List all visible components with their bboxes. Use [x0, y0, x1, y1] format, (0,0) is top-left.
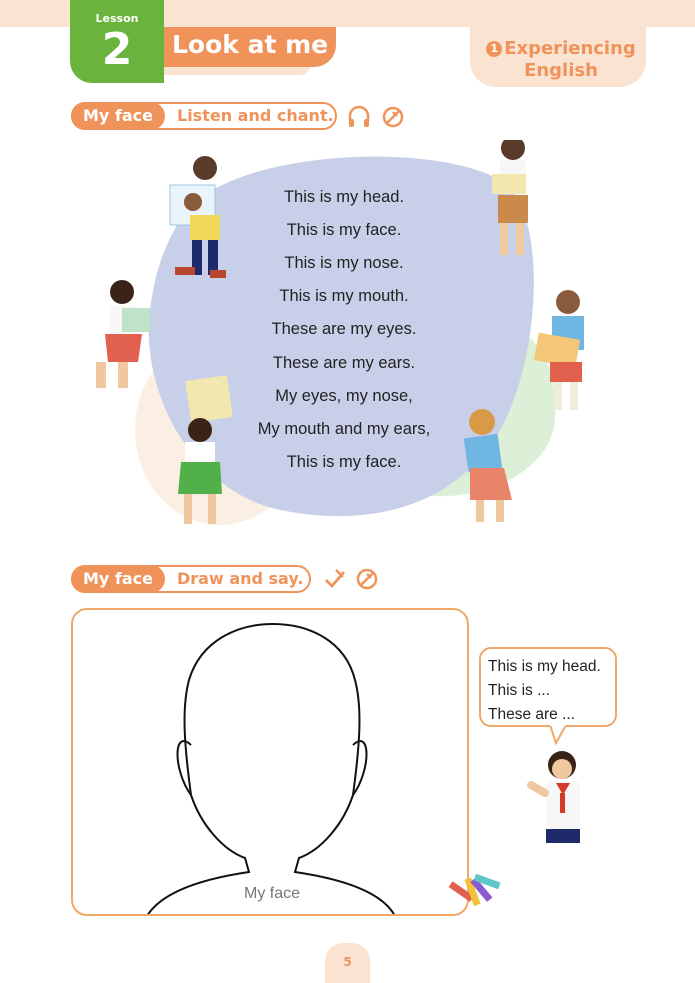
page-title: Look at me — [172, 30, 329, 59]
title-underline — [160, 66, 310, 75]
chant-line: My mouth and my ears, — [257, 420, 431, 438]
speech-icon — [380, 104, 406, 130]
chant-line: This is my mouth. — [279, 287, 409, 305]
section-title: 1 Experiencing English — [478, 38, 644, 82]
kid-girl-with-photo-icon — [96, 280, 150, 388]
chant-line: These are my ears. — [272, 354, 416, 372]
bubble-line: These are ... — [488, 706, 576, 723]
bubble-line: This is my head. — [488, 658, 601, 675]
chant-line: This is my nose. — [284, 254, 404, 272]
lesson-label: Lesson — [95, 12, 139, 25]
boy-speaking-icon — [520, 745, 590, 845]
lesson-number: 2 — [101, 24, 133, 75]
bubble-line: This is ... — [488, 682, 551, 699]
activity-header-listen — [71, 102, 337, 130]
chant-line: This is my face. — [286, 221, 402, 239]
activity-instruction: Listen and chant. — [177, 106, 334, 125]
chant-line: These are my eyes. — [271, 320, 417, 338]
pencil-check-icon — [322, 566, 348, 592]
page-number: 5 — [343, 955, 352, 969]
face-caption: My face — [243, 885, 300, 902]
chant-line: My eyes, my nose, — [275, 387, 413, 405]
drawing-area[interactable] — [71, 608, 469, 916]
activity-header-draw — [71, 565, 311, 593]
speech-bubble — [479, 647, 617, 727]
speech-icon — [354, 566, 380, 592]
head-outline-icon — [73, 610, 469, 916]
activity-topic: My face — [71, 102, 165, 130]
page-number-tab — [325, 943, 370, 983]
bubble-tail — [548, 725, 570, 747]
section-number: 1 — [486, 41, 502, 57]
chant-line: This is my head. — [283, 188, 405, 206]
crayons-icon — [444, 870, 504, 918]
activity-topic: My face — [71, 565, 165, 593]
activity-instruction: Draw and say. — [177, 569, 304, 588]
chant-line: This is my face. — [286, 453, 402, 471]
lesson-badge — [70, 0, 164, 83]
headphones-icon — [346, 104, 372, 130]
